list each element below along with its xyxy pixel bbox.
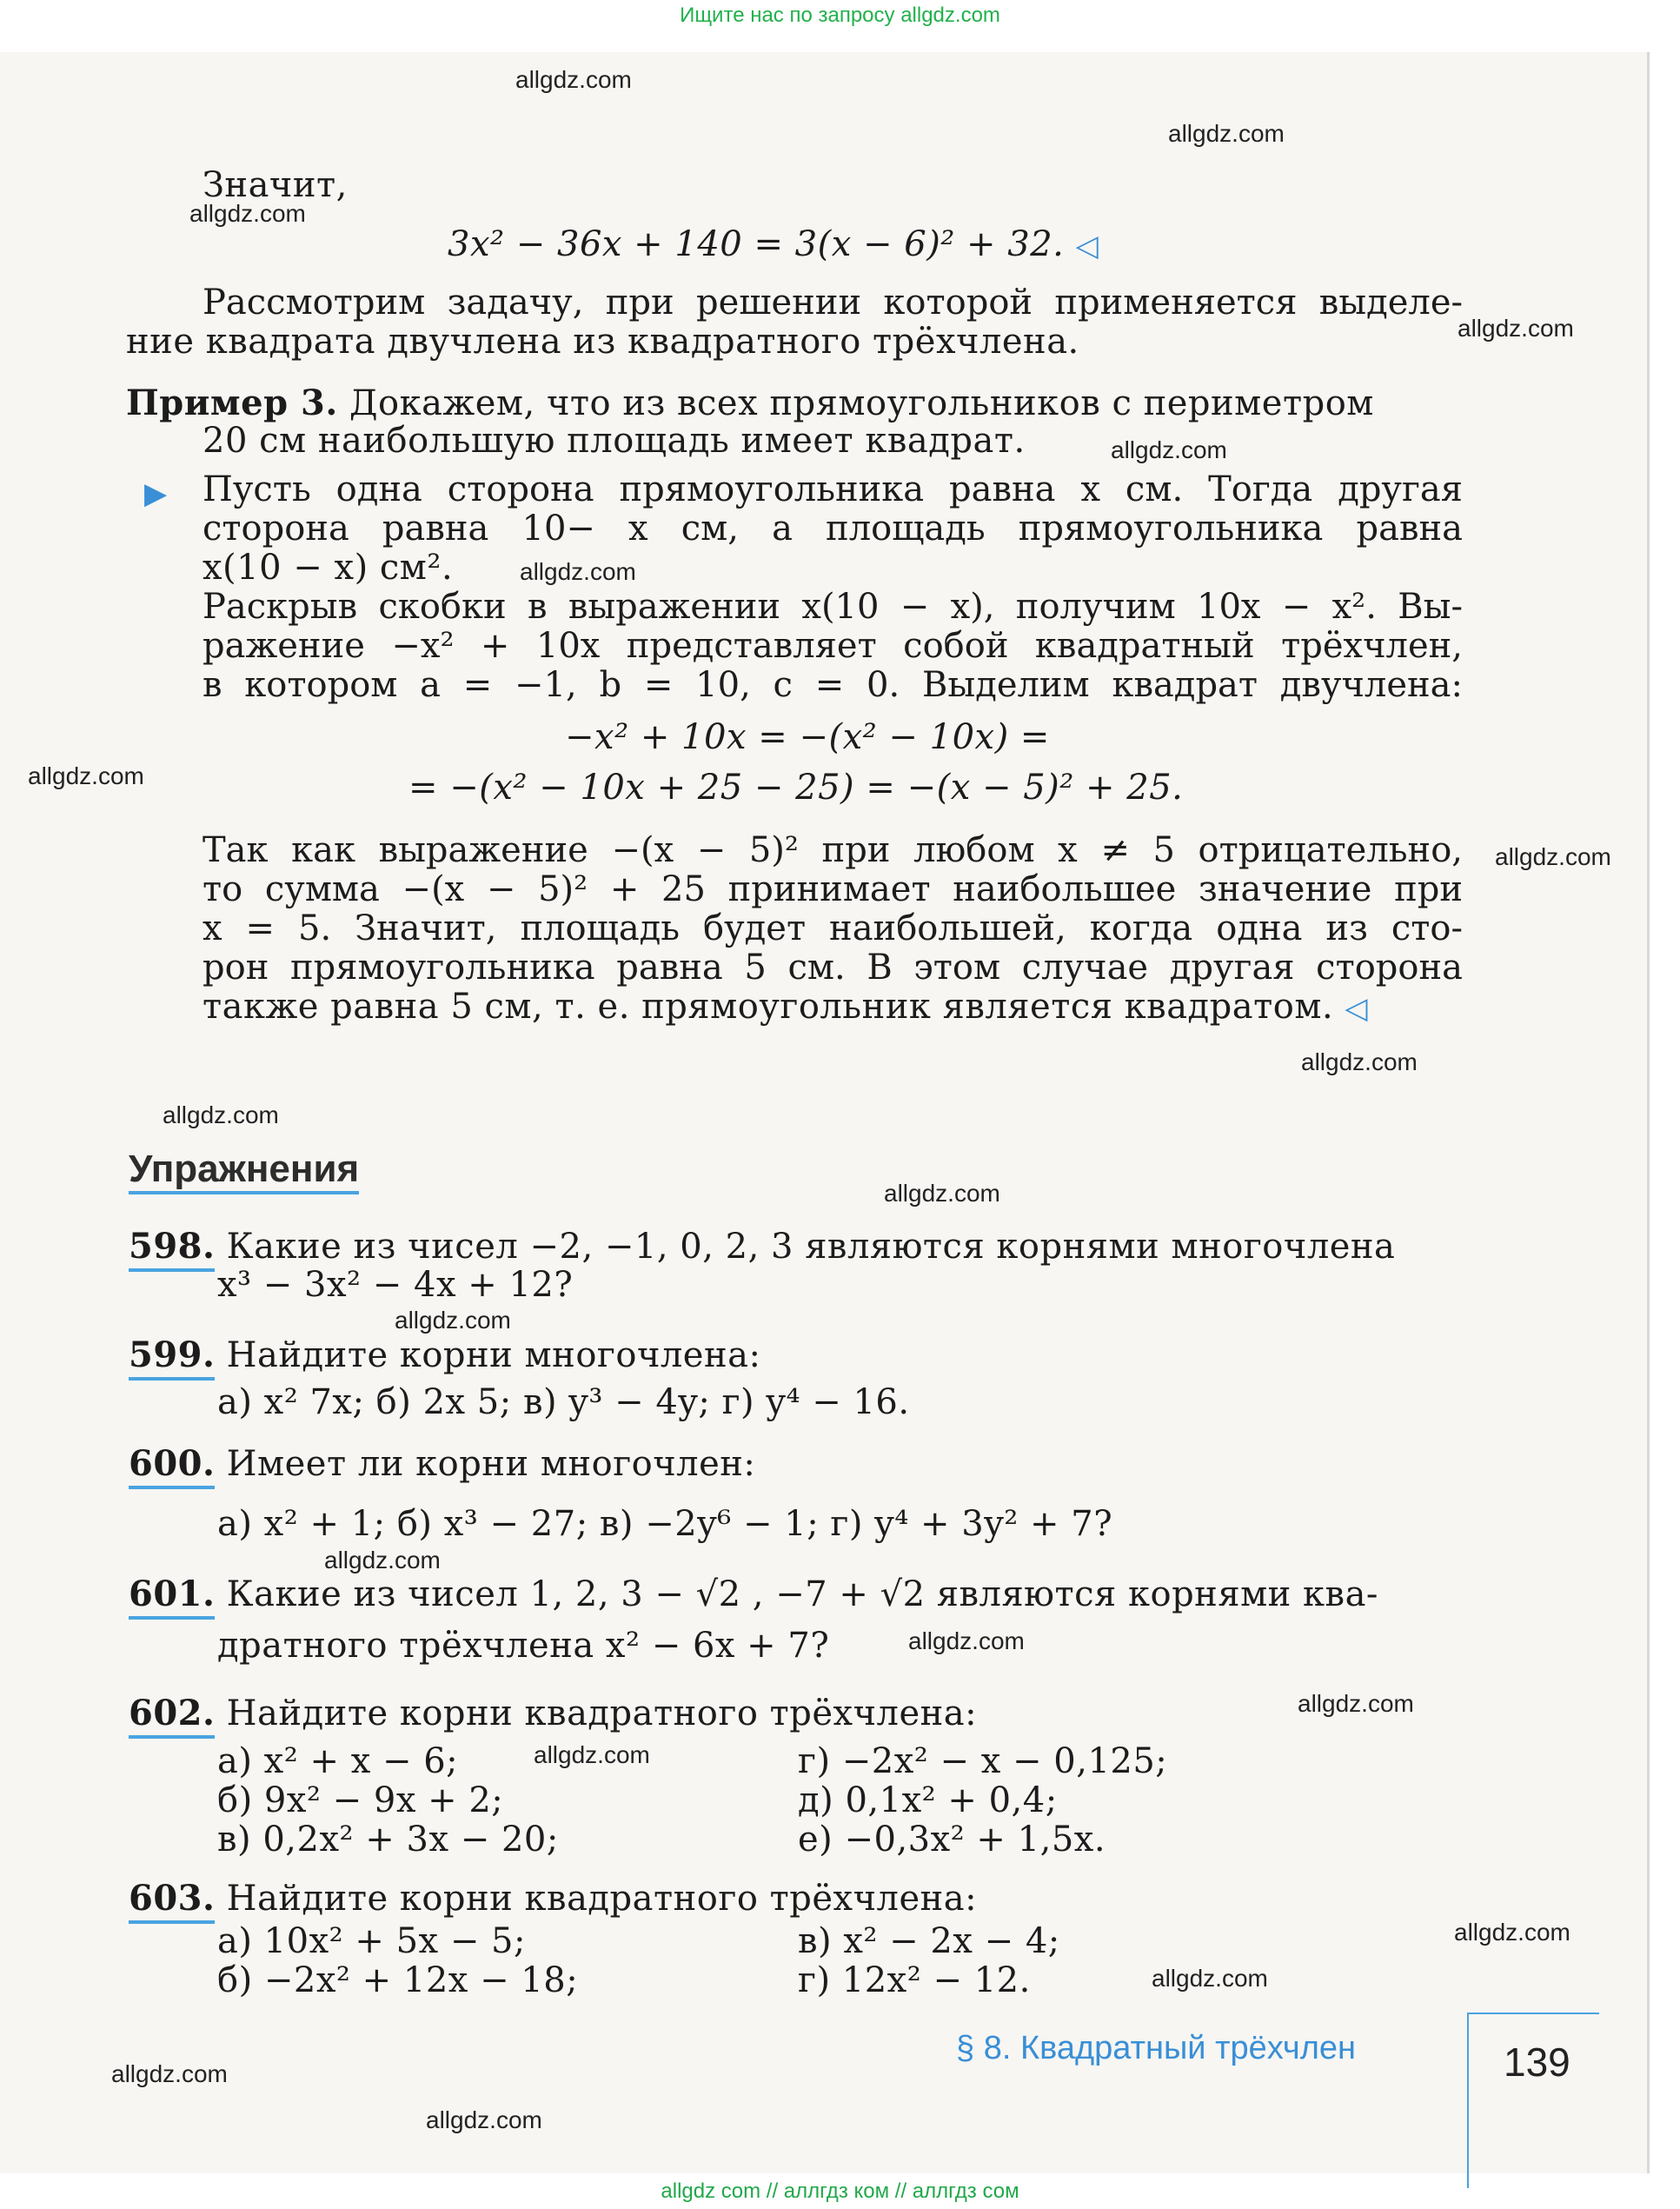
watermark: allgdz.com bbox=[908, 1627, 1025, 1654]
exercise-text: Найдите корни квадратного трёхчлена: bbox=[226, 1693, 978, 1733]
text-znachit: Значит, bbox=[203, 165, 348, 205]
example-text-b: 20 см наибольшую площадь имеет квадрат. bbox=[203, 421, 1026, 461]
watermark: allgdz.com bbox=[111, 2060, 228, 2087]
exercise-602-option: а) x² + x − 6; bbox=[217, 1741, 459, 1781]
end-proof-icon: ◁ bbox=[1075, 229, 1099, 263]
exercise-603 bbox=[129, 1878, 977, 1919]
solution-line: сторона равна 10− x см, а площадь прямоугольника равна bbox=[203, 509, 1463, 549]
watermark: allgdz.com bbox=[1298, 1690, 1414, 1717]
equation-1 bbox=[448, 224, 1099, 264]
section-title: Упражнения bbox=[129, 1148, 359, 1194]
watermark: allgdz.com bbox=[515, 66, 632, 93]
watermark: allgdz.com bbox=[534, 1741, 650, 1768]
eq2-text: −x² + 10x = −(x² − 10x) = bbox=[565, 717, 1050, 757]
watermark: allgdz.com bbox=[395, 1307, 511, 1334]
exercise-603-option: б) −2x² + 12x − 18; bbox=[217, 1960, 579, 2000]
end-proof-icon: ◁ bbox=[1345, 991, 1369, 1026]
watermark: allgdz.com bbox=[189, 200, 306, 227]
exercise-599-options: а) x² 7x; б) 2x 5; в) y³ − 4y; г) y⁴ − 16. bbox=[217, 1382, 910, 1422]
watermark: allgdz.com bbox=[1454, 1919, 1570, 1946]
eq3-text: = −(x² − 10x + 25 − 25) = −(x − 5)² + 25. bbox=[408, 768, 1184, 808]
solution-line: Пусть одна сторона прямоугольника равна x см. Тогда другая bbox=[203, 469, 1463, 509]
exercise-601 bbox=[129, 1574, 1378, 1614]
exercise-603-option: в) x² − 2x − 4; bbox=[798, 1921, 1060, 1961]
exercise-602-option: б) 9x² − 9x + 2; bbox=[217, 1780, 504, 1820]
example-3 bbox=[126, 383, 1374, 423]
section-reference: § 8. Квадратный трёхчлен bbox=[956, 2030, 1356, 2066]
watermark: allgdz.com bbox=[324, 1547, 441, 1574]
exercise-text: Какие из чисел 1, 2, 3 − √2 , −7 + √2 являются корнями ква- bbox=[226, 1574, 1378, 1614]
exercise-number: 601. bbox=[129, 1574, 215, 1620]
solution-line: ражение −x² + 10x представляет собой квадратный трёхчлен, bbox=[203, 626, 1463, 666]
page-number: 139 bbox=[1504, 2039, 1570, 2085]
example-text: Докажем, что из всех прямоугольников с периметром bbox=[349, 383, 1374, 423]
exercise-text: Найдите корни многочлена: bbox=[226, 1335, 761, 1375]
watermark: allgdz.com bbox=[1152, 1965, 1268, 1992]
watermark: allgdz.com bbox=[1168, 120, 1285, 147]
exercise-601-b: дратного трёхчлена x² − 6x + 7? bbox=[217, 1626, 830, 1666]
exercise-602-option: е) −0,3x² + 1,5x. bbox=[798, 1820, 1106, 1860]
solution-line: x(10 − x) см². bbox=[203, 548, 454, 588]
exercise-602-option: д) 0,1x² + 0,4; bbox=[798, 1780, 1058, 1820]
exercise-600-options: а) x² + 1; б) x³ − 27; в) −2y⁶ − 1; г) y⁴ + 3y² + 7? bbox=[217, 1504, 1113, 1544]
paragraph-1-line-b: ние квадрата двучлена из квадратного трёхчлена. bbox=[126, 322, 1079, 362]
top-banner[interactable]: Ищите нас по запросу allgdz.com bbox=[680, 3, 1000, 27]
eq1-text: 3x² − 36x + 140 = 3(x − 6)² + 32. bbox=[448, 224, 1065, 264]
exercise-602-option: в) 0,2x² + 3x − 20; bbox=[217, 1820, 559, 1860]
exercise-number: 598. bbox=[129, 1226, 215, 1272]
exercise-602 bbox=[129, 1693, 977, 1733]
exercise-603-option: а) 10x² + 5x − 5; bbox=[217, 1921, 526, 1961]
exercise-603-option: г) 12x² − 12. bbox=[798, 1960, 1031, 2000]
example-label: Пример 3. bbox=[126, 383, 338, 423]
conclusion-line: то сумма −(x − 5)² + 25 принимает наибольшее значение при bbox=[203, 869, 1463, 909]
solution-start-icon: ▶ bbox=[144, 476, 168, 511]
equation-2 bbox=[565, 717, 1050, 757]
exercise-text: Найдите корни квадратного трёхчлена: bbox=[226, 1879, 978, 1919]
solution-line: в котором a = −1, b = 10, c = 0. Выделим квадрат двучлена: bbox=[203, 665, 1463, 705]
watermark: allgdz.com bbox=[520, 558, 636, 585]
conclusion-text: также равна 5 см, т. е. прямоугольник является квадратом. bbox=[203, 987, 1334, 1027]
exercise-text: Какие из чисел −2, −1, 0, 2, 3 являются корнями многочлена bbox=[226, 1227, 1396, 1267]
exercise-599 bbox=[129, 1334, 760, 1375]
exercise-598 bbox=[129, 1226, 1395, 1267]
watermark: allgdz.com bbox=[1111, 436, 1227, 463]
watermark: allgdz.com bbox=[1458, 315, 1574, 342]
exercise-number: 602. bbox=[129, 1693, 215, 1739]
bottom-banner[interactable]: allgdz com // аллгдз ком // аллгдз сом bbox=[661, 2179, 1019, 2203]
exercise-number: 603. bbox=[129, 1878, 215, 1924]
watermark: allgdz.com bbox=[426, 2106, 542, 2133]
paragraph-1-line-a: Рассмотрим задачу, при решении которой применяется выделе- bbox=[203, 283, 1463, 323]
watermark: allgdz.com bbox=[1495, 843, 1611, 870]
watermark: allgdz.com bbox=[163, 1101, 279, 1128]
exercise-598-b: x³ − 3x² − 4x + 12? bbox=[217, 1265, 574, 1305]
watermark: allgdz.com bbox=[1301, 1048, 1418, 1075]
conclusion-line: рон прямоугольника равна 5 см. В этом случае другая сторона bbox=[203, 948, 1463, 988]
exercise-number: 600. bbox=[129, 1443, 215, 1489]
watermark: allgdz.com bbox=[884, 1180, 1000, 1207]
exercise-602-option: г) −2x² − x − 0,125; bbox=[798, 1741, 1168, 1781]
equation-3 bbox=[408, 768, 1183, 808]
watermark: allgdz.com bbox=[28, 762, 144, 789]
conclusion-line: x = 5. Значит, площадь будет наибольшей, когда одна из сто- bbox=[203, 908, 1463, 948]
solution-line: Раскрыв скобки в выражении x(10 − x), получим 10x − x². Вы- bbox=[203, 587, 1463, 627]
conclusion-line: Так как выражение −(x − 5)² при любом x ≠ 5 отрицательно, bbox=[203, 830, 1463, 870]
exercise-600 bbox=[129, 1443, 755, 1484]
exercise-number: 599. bbox=[129, 1334, 215, 1381]
exercise-text: Имеет ли корни многочлен: bbox=[226, 1444, 756, 1484]
conclusion-line-last bbox=[203, 987, 1368, 1027]
